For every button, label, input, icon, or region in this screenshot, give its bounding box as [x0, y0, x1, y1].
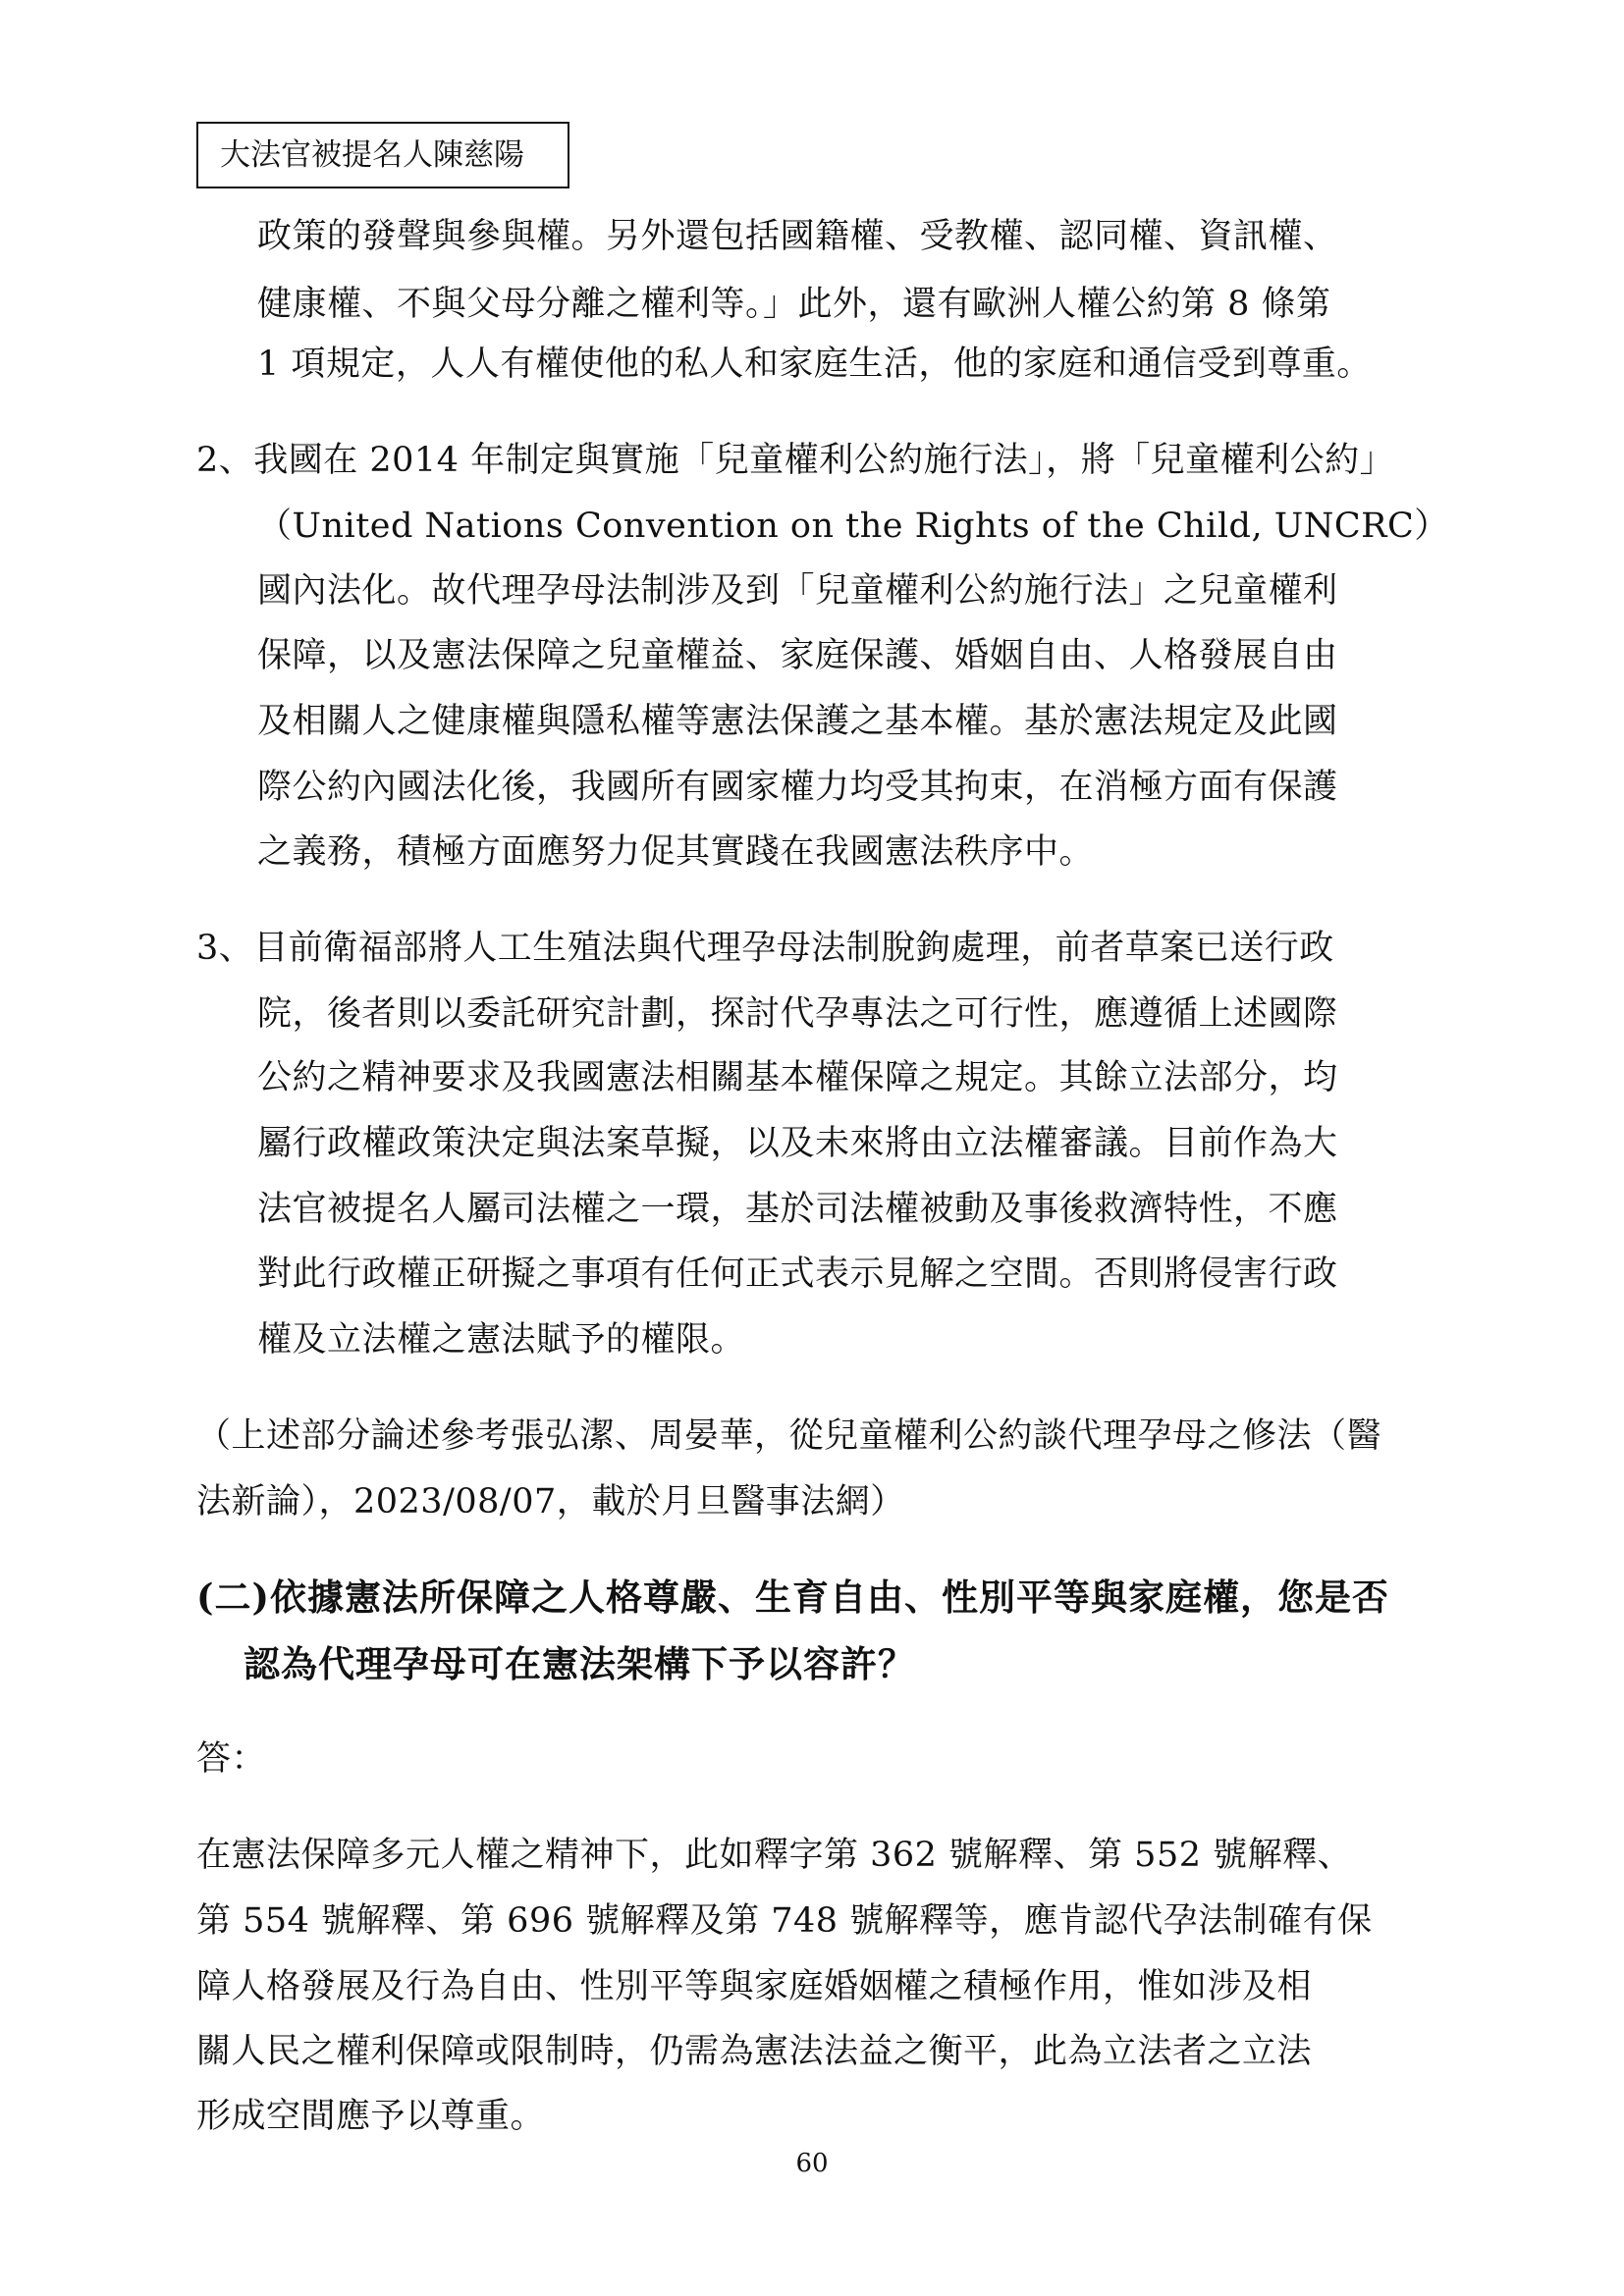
item-3-line: 法官被提名人屬司法權之一環，基於司法權被動及事後救濟特性，不應: [257, 1190, 1338, 1229]
intro-line: 政策的發聲與參與權。另外還包括國籍權、受教權、認同權、資訊權、: [257, 217, 1338, 256]
item-3-line: 院，後者則以委託研究計劃，探討代孕專法之可行性，應遵循上述國際: [257, 994, 1338, 1034]
question-heading-line-2: 認為代理孕母可在憲法架構下予以容許？: [244, 1642, 915, 1685]
answer-line: 關人民之權利保障或限制時，仍需為憲法法益之衡平，此為立法者之立法: [196, 2032, 1313, 2071]
intro-line: 1 項規定，人人有權使他的私人和家庭生活，他的家庭和通信受到尊重。: [257, 345, 1372, 384]
reference-line: 法新論），2023/08/07，載於月旦醫事法網）: [196, 1482, 905, 1522]
item-3-line: 屬行政權政策決定與法案草擬，以及未來將由立法權審議。目前作為大: [257, 1124, 1338, 1163]
nominee-header-box: [196, 122, 569, 188]
item-3-first-line: 3、目前衛福部將人工生殖法與代理孕母法制脫鉤處理，前者草案已送行政: [196, 929, 1334, 968]
item-2-line: 及相關人之健康權與隱私權等憲法保護之基本權。基於憲法規定及此國: [257, 702, 1338, 741]
answer-line: 障人格發展及行為自由、性別平等與家庭婚姻權之積極作用，惟如涉及相: [196, 1967, 1313, 2006]
item-2-line: 之義務，積極方面應努力促其實踐在我國憲法秩序中。: [257, 832, 1095, 872]
intro-line: 健康權、不與父母分離之權利等。」此外，還有歐洲人權公約第 8 條第: [257, 285, 1331, 324]
answer-line: 形成空間應予以尊重。: [196, 2097, 546, 2136]
item-2-line: 保障，以及憲法保障之兒童權益、家庭保護、婚姻自由、人格發展自由: [257, 636, 1338, 675]
answer-label: 答：: [196, 1739, 267, 1779]
answer-line: 第 554 號解釋、第 696 號解釋及第 748 號解釋等，應肯認代孕法制確有保: [196, 1901, 1373, 1941]
item-2-line: （United Nations Convention on the Rights of the Child, UNCRC）: [257, 507, 1449, 546]
item-3-line: 權及立法權之憲法賦予的權限。: [257, 1320, 746, 1360]
item-2-line: 際公約內國法化後，我國所有國家權力均受其拘束，在消極方面有保護: [257, 768, 1338, 807]
item-3-line: 公約之精神要求及我國憲法相關基本權保障之規定。其餘立法部分，均: [257, 1058, 1338, 1097]
nominee-header-label: 大法官被提名人陳慈陽: [220, 137, 524, 173]
page-number: 60: [795, 2149, 829, 2178]
reference-line: （上述部分論述參考張弘潔、周晏華，從兒童權利公約談代理孕母之修法（醫: [196, 1416, 1382, 1456]
item-3-line: 對此行政權正研擬之事項有任何正式表示見解之空間。否則將侵害行政: [257, 1255, 1338, 1294]
answer-line: 在憲法保障多元人權之精神下，此如釋字第 362 號解釋、第 552 號解釋、: [196, 1836, 1353, 1875]
item-2-line: 國內法化。故代理孕母法制涉及到「兒童權利公約施行法」之兒童權利: [257, 571, 1338, 611]
item-2-first-line: 2、我國在 2014 年制定與實施「兒童權利公約施行法」，將「兒童權利公約」: [196, 441, 1395, 480]
question-heading-line-1: (二)依據憲法所保障之人格尊嚴、生育自由、性別平等與家庭權，您是否: [196, 1575, 1390, 1619]
